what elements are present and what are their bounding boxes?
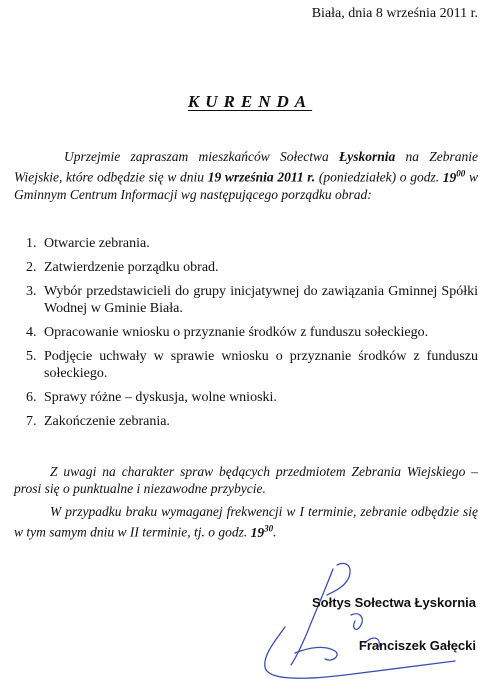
agenda-item [26,324,478,341]
agenda-item [26,348,478,382]
second-term-minutes: 30 [264,523,274,533]
meeting-minutes: 00 [456,168,466,178]
second-term-hour-value: 19 [250,524,265,540]
second-term-end: . [273,524,277,540]
intro-paragraph [14,148,478,203]
punctuality-paragraph: Z uwagi na charakter spraw będących przedmiotem Zebrania Wiejskiego – prosi się o punktualne i niezawodne przybycie. [14,464,478,496]
agenda-item-number: 5. [26,349,37,364]
agenda-item-text: Otwarcie zebrania. [44,236,150,251]
agenda-item-number: 3. [26,284,37,299]
meeting-hour-value: 19 [442,169,457,185]
second-term-text: W przypadku braku wymaganej frekwencji w I terminie, zebranie odbędzie się w tym samym dniu w II terminie, tj. o godz. [14,504,478,540]
agenda-item [26,413,478,430]
agenda-item-text: Sprawy różne – dyskusja, wolne wnioski. [44,390,277,405]
agenda-item-text: Podjęcie uchwały w sprawie wniosku o przyznanie środków z funduszu sołeckiego. [44,349,478,381]
second-term-hour [250,523,277,540]
meeting-hour [443,170,466,185]
village-name: Łyskornia [338,149,396,164]
meeting-date: 19 września 2011 r. [207,169,316,185]
agenda-item-text: Zatwierdzenie porządku obrad. [44,260,219,275]
signatory-title: Sołtys Sołectwa Łyskornia [311,595,476,610]
agenda-item-number: 1. [26,236,37,251]
dateline: Biała, dnia 8 września 2011 r. [311,6,478,21]
agenda-item-number: 7. [26,414,37,429]
intro-text-3: (poniedziałek) o godz. [315,169,443,185]
agenda-item [26,235,478,252]
agenda-item-number: 6. [26,390,37,405]
intro-text-1: Uprzejmie zapraszam mieszkańców Sołectwa [64,149,339,164]
agenda-item-text: Wybór przedstawicieli do grupy inicjatywnej do zawiązania Gminnej Spółki Wodnej w Gminie Biała. [44,284,478,316]
agenda-item [26,389,478,406]
signatory-name: Franciszek Gałęcki [358,638,476,653]
agenda-item-text: Opracowanie wniosku o przyznanie środków z funduszu sołeckiego. [44,325,429,340]
agenda-list [26,235,478,437]
agenda-item-number: 2. [26,260,37,275]
agenda-item [26,259,478,276]
intro-text-2: na Zebranie Wiejskie, które odbędzie się w dniu [14,149,478,185]
agenda-item-number: 4. [26,325,37,340]
agenda-item [26,283,478,317]
document-title: KURENDA [187,92,313,111]
agenda-item-text: Zakończenie zebrania. [44,414,170,429]
intro-text-4: w Gminnym Centrum Informacji wg następującego porządku obrad: [14,169,478,202]
second-term-paragraph [14,503,478,541]
handwritten-signature [255,555,465,690]
